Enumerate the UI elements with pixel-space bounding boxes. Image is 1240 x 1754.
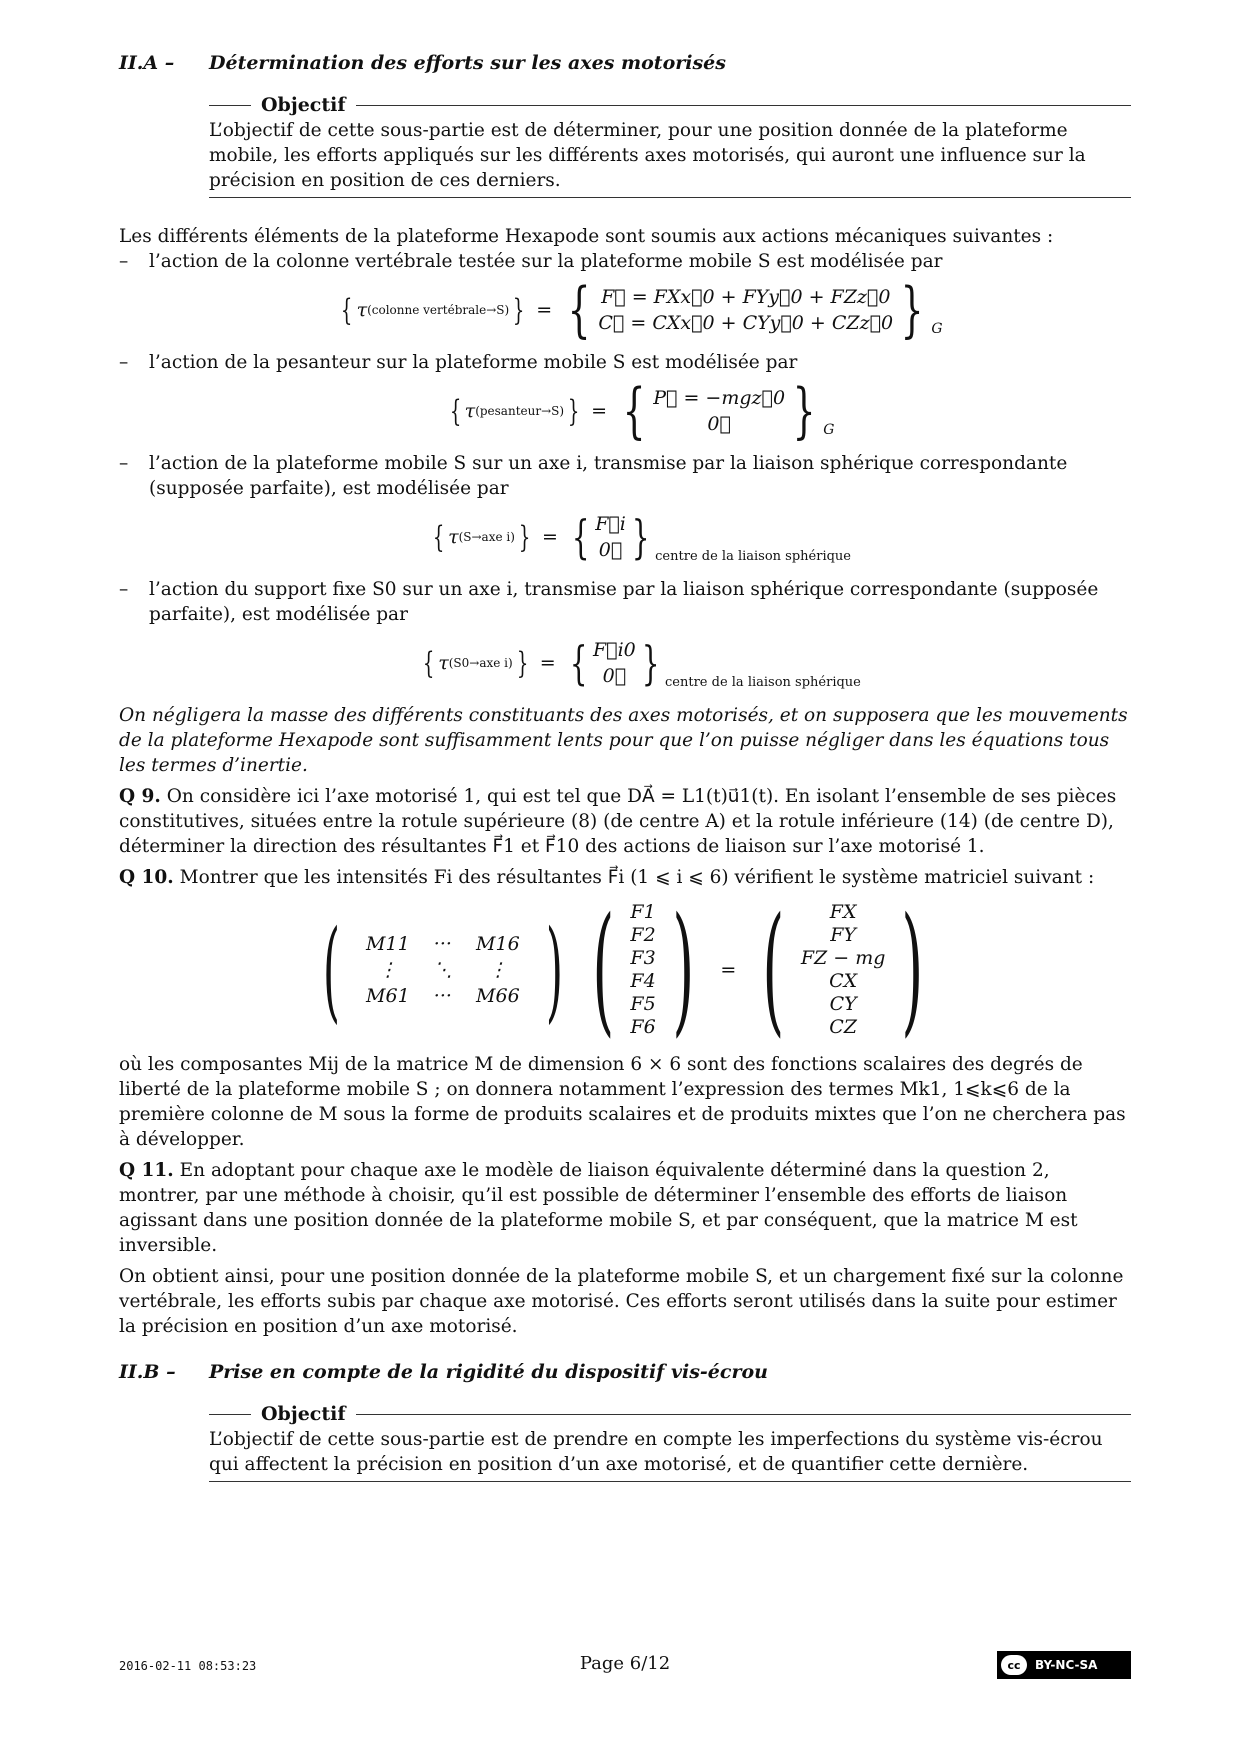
section-heading-a	[119, 52, 1131, 74]
list-item: – l’action de la plateforme mobile S sur un axe i, transmise par la liaison sphérique correspondante (supposée parfaite), est modélisée par { τ (S→axe i) } = { F⃗i 0⃗ } centre de la liaison sphérique	[119, 451, 1131, 563]
torsor-equation-4: { τ (S0→axe i) } = { F⃗i0 0⃗ } centre de la liaison sphérique	[422, 635, 861, 690]
section-title: Détermination des efforts sur les axes motorisés	[209, 52, 726, 74]
hypothesis-paragraph: On négligera la masse des différents constituants des axes motorisés, et on supposera que les mouvements de la plateforme Hexapode sont suffisamment lents pour que l’on puisse négliger dans les équations tous les termes d’inertie.	[119, 705, 1128, 776]
vector-rhs: FX FY FZ − mg CX CY CZ	[800, 901, 886, 1038]
page-number: Page 6/12	[579, 1653, 671, 1674]
question-10: Q 10. Montrer que les intensités Fi des résultantes F⃗i (1 ⩽ i ⩽ 6) vérifient le système matriciel suivant :	[119, 867, 1095, 888]
section-number: II.B –	[119, 1361, 176, 1383]
page-footer	[119, 1651, 1131, 1681]
objective-box-b	[209, 1401, 1131, 1482]
objective-text: L’objectif de cette sous-partie est de déterminer, pour une position donnée de la plateforme mobile, les efforts appliqués sur les différents axes motorisés, qui auront une influence sur la précision en position de ces derniers.	[209, 118, 1131, 198]
objective-header	[209, 92, 1131, 118]
conclusion-paragraph: On obtient ainsi, pour une position donnée de la plateforme mobile S, et un chargement fixé sur la colonne vertébrale, les efforts subis par chaque axe motorisé. Ces efforts seront utilisés dans la suite pour estimer la précision en position d’un axe motorisé.	[119, 1266, 1124, 1337]
cc-license-badge	[997, 1651, 1131, 1679]
objective-label: Objectif	[261, 94, 346, 116]
rule	[356, 105, 1131, 106]
matrix-equation: ( M11 ··· M16 ⋮ ⋱ ⋮ M61 ··· M66 ) ( F1 F2 F3 F4 F5 F6 ) = ( FX FY FZ − mg CX CY CZ )	[322, 888, 924, 1051]
rule	[209, 105, 251, 106]
list-item: – l’action de la colonne vertébrale testée sur la plateforme mobile S est modélisée par { τ (colonne vertébrale→S) } = { F⃗ = FXx⃗0 + FYy⃗0 + FZz⃗0 C⃗ = CXx⃗0 + CYy⃗0 + CZz⃗0 } G	[119, 249, 1131, 336]
section-title: Prise en compte de la rigidité du dispositif vis-écrou	[209, 1361, 768, 1383]
list-item: – l’action du support fixe S0 sur un axe i, transmise par la liaison sphérique correspondante (supposée parfaite), est modélisée par { τ (S0→axe i) } = { F⃗i0 0⃗ } centre de la liaison sphérique	[119, 577, 1131, 689]
cc-icon: cc	[1001, 1655, 1027, 1675]
torsor-equation-3: { τ (S→axe i) } = { F⃗i 0⃗ } centre de la liaison sphérique	[432, 509, 852, 564]
torsor-equation-1: { τ (colonne vertébrale→S) } = { F⃗ = FXx⃗0 + FYy⃗0 + FZz⃗0 C⃗ = CXx⃗0 + CYy⃗0 + CZz⃗0 } G	[341, 275, 943, 345]
objective-box-a	[209, 92, 1131, 198]
vector-f: F1 F2 F3 F4 F5 F6	[630, 901, 656, 1038]
question-9: Q 9. On considère ici l’axe motorisé 1, qui est tel que DA⃗ = L1(t)u⃗1(t). En isolant l’ensemble de ses pièces constitutives, situées entre la rotule supérieure (8) (de centre A) et la rotule inférieure (14) (de centre D), déterminer la direction des résultantes F⃗1 et F⃗10 des actions de liaison sur l’axe motorisé 1.	[119, 786, 1117, 857]
rule	[209, 1414, 251, 1415]
action-list	[119, 249, 1131, 689]
objective-header	[209, 1401, 1131, 1427]
torsor-equation-2: { τ (pesanteur→S) } = { P⃗ = −mgz⃗0 0⃗ } G	[449, 376, 835, 446]
list-item: – l’action de la pesanteur sur la plateforme mobile S est modélisée par { τ (pesanteur→S) } = { P⃗ = −mgz⃗0 0⃗ } G	[119, 350, 1131, 437]
objective-text: L’objectif de cette sous-partie est de prendre en compte les imperfections du système vis-écrou qui affectent la précision en position d’un axe motorisé, et de quantifier cette dernière.	[209, 1427, 1131, 1482]
footer-timestamp: 2016-02-11 08:53:23	[119, 1659, 257, 1673]
intro-paragraph: Les différents éléments de la plateforme Hexapode sont soumis aux actions mécaniques suivantes :	[119, 226, 1054, 247]
section-number: II.A –	[119, 52, 175, 74]
section-heading-b	[119, 1361, 1131, 1383]
page-content	[119, 52, 1131, 1482]
matrix-m: M11 ··· M16 ⋮ ⋱ ⋮ M61 ··· M66	[366, 933, 520, 1007]
question-11: Q 11. En adoptant pour chaque axe le modèle de liaison équivalente déterminé dans la question 2, montrer, par une méthode à choisir, qu’il est possible de déterminer l’ensemble des efforts de liaison agissant dans une position donnée de la plateforme mobile S, et par conséquent, que la matrice M est inversible.	[119, 1160, 1078, 1256]
rule	[356, 1414, 1131, 1415]
objective-label: Objectif	[261, 1403, 346, 1425]
matrix-explanation: où les composantes Mij de la matrice M de dimension 6 × 6 sont des fonctions scalaires des degrés de liberté de la plateforme mobile S ; on donnera notamment l’expression des termes Mk1, 1⩽k⩽6 de la première colonne de M sous la forme de produits scalaires et de produits mixtes que l’on ne cherchera pas à développer.	[119, 1054, 1126, 1150]
license-label: BY-NC-SA	[1035, 1658, 1098, 1672]
